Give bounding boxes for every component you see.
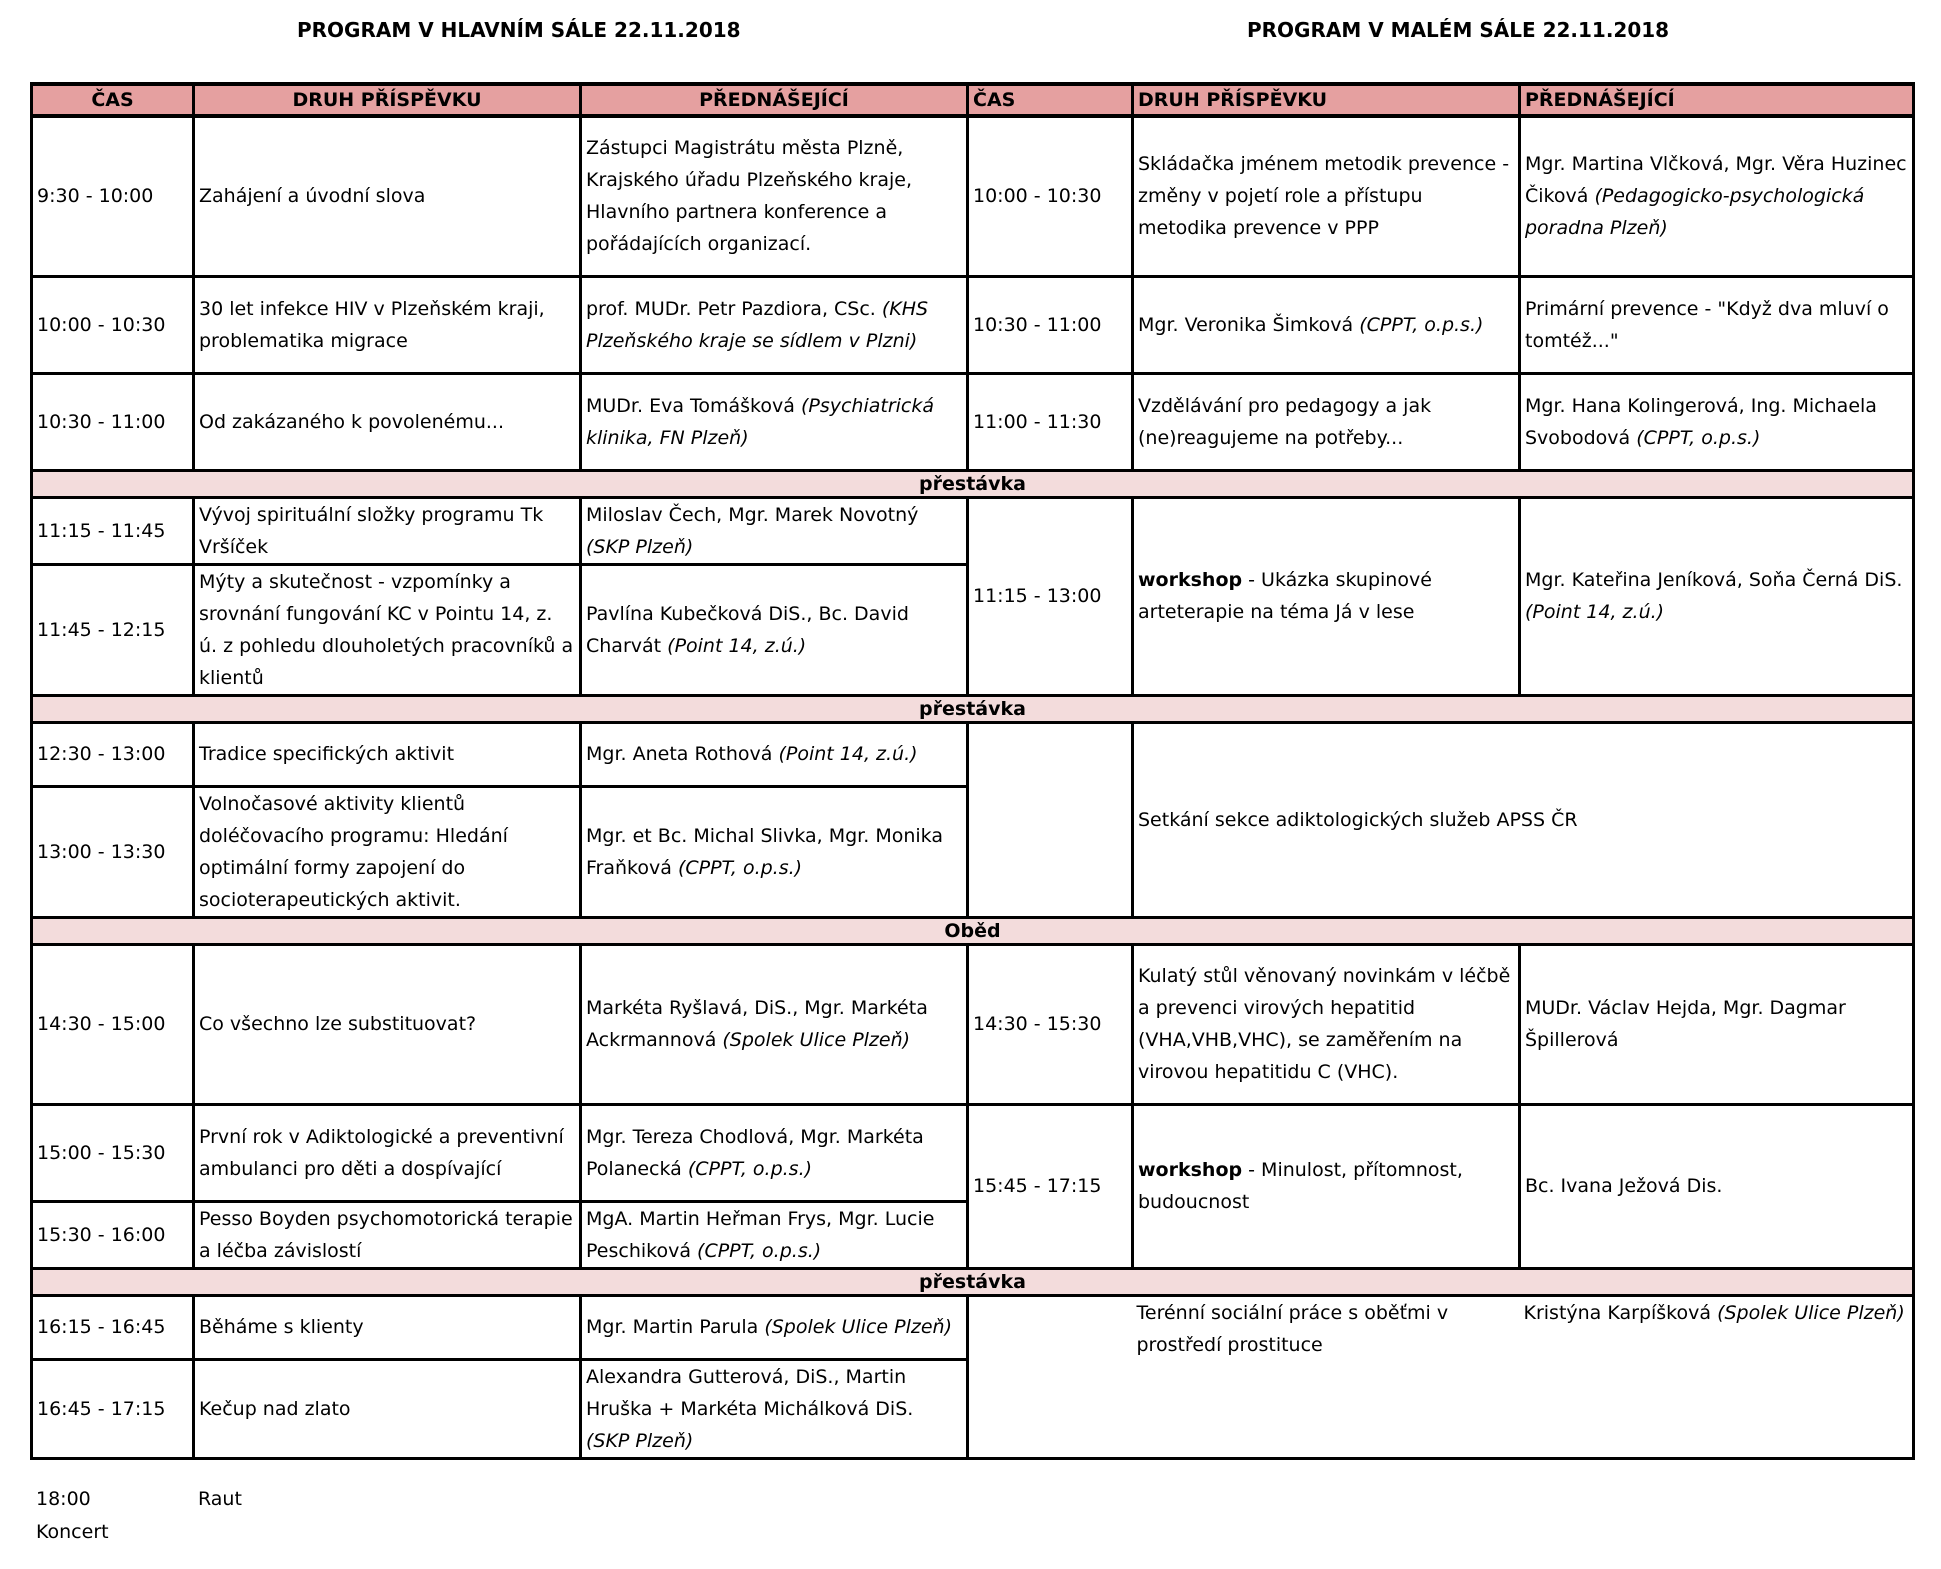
speaker-org: (SKP Plzeň) — [586, 535, 694, 558]
speaker-name: Mgr. Martin Parula — [586, 1316, 759, 1338]
speaker-org: (CPPT, o.p.s.) — [1636, 426, 1761, 449]
speaker-org: (KHS Plzeňského kraje se sídlem v Plzni) — [586, 297, 929, 352]
workshop-topic: - Ukázka skupinové arteterapie na téma Já v lese — [1138, 569, 1432, 623]
break-row — [32, 695, 1914, 722]
speaker-org: (Point 14, z.ú.) — [778, 743, 918, 765]
speaker-org: (Pedagogicko-psychologická poradna Plzeň) — [1525, 185, 1865, 240]
main-hall-title: PROGRAM V HLAVNÍM SÁLE 22.11.2018 — [297, 18, 741, 42]
break-label: přestávka — [32, 695, 1914, 722]
topic-cell: 30 let infekce HIV v Plzeňském kraji, problematika migrace — [194, 276, 581, 373]
table-row — [32, 722, 1914, 786]
speaker-name: Mgr. Tereza Chodlová, Mgr. Markéta Polanecká — [586, 1125, 924, 1180]
topic-cell: Zahájení a úvodní slova — [194, 116, 581, 276]
footer-koncert: Koncert — [36, 1521, 109, 1543]
workshop-topic: - Minulost, přítomnost, budoucnost — [1138, 1159, 1463, 1213]
time-cell: 11:00 - 11:30 — [968, 373, 1133, 470]
speaker-org: (Spolek Ulice Plzeň) — [1717, 1301, 1905, 1324]
speaker-cell — [581, 497, 968, 564]
table-row — [32, 276, 1914, 373]
time-cell: 16:15 - 16:45 — [32, 1295, 194, 1359]
time-cell: 11:45 - 12:15 — [32, 564, 194, 695]
speaker-cell — [1520, 373, 1914, 470]
lunch-row — [32, 917, 1914, 944]
speaker-cell — [581, 373, 968, 470]
time-cell: 9:30 - 10:00 — [32, 116, 194, 276]
topic-cell: Kečup nad zlato — [194, 1359, 581, 1458]
speaker-cell — [581, 276, 968, 373]
time-cell: 15:45 - 17:15 — [968, 1104, 1133, 1268]
table-row — [32, 944, 1914, 1104]
time-cell: 12:30 - 13:00 — [32, 722, 194, 786]
break-row — [32, 1268, 1914, 1295]
footer-raut: Raut — [198, 1488, 242, 1510]
topic-cell: Co všechno lze substituovat? — [194, 944, 581, 1104]
header-cas-small: ČAS — [968, 84, 1133, 116]
time-cell: 16:45 - 17:15 — [32, 1359, 194, 1458]
speaker-cell — [581, 1359, 968, 1458]
speaker-org: (CPPT, o.p.s.) — [697, 1239, 822, 1262]
speaker-name: Miloslav Čech, Mgr. Marek Novotný — [586, 503, 919, 526]
time-cell: 15:00 - 15:30 — [32, 1104, 194, 1201]
break-row — [32, 470, 1914, 497]
topic-cell: Setkání sekce adiktologických služeb APSS ČR — [1133, 722, 1914, 917]
table-row — [32, 116, 1914, 276]
speaker-org: (Psychiatrická klinika, FN Plzeň) — [586, 394, 935, 449]
table-row — [32, 1104, 1914, 1201]
speaker-cell — [581, 1295, 968, 1359]
speaker-name: Kristýna Karpíšková — [1523, 1301, 1712, 1324]
speaker-cell — [581, 786, 968, 917]
time-cell: 11:15 - 13:00 — [968, 497, 1133, 695]
time-cell: 10:30 - 11:00 — [32, 373, 194, 470]
speaker-name: Mgr. Veronika Šimková — [1138, 313, 1354, 336]
speaker-org: (Point 14, z.ú.) — [1525, 601, 1665, 623]
topic-cell: Pesso Boyden psychomotorická terapie a léčba závislostí — [194, 1201, 581, 1268]
topic-cell: První rok v Adiktologické a preventivní ambulanci pro děti a dospívající — [194, 1104, 581, 1201]
speaker-name: Mgr. Aneta Rothová — [586, 743, 773, 765]
speaker-org: (SKP Plzeň) — [586, 1429, 694, 1452]
speaker-name: Pavlína Kubečková DiS., Bc. David Charvát — [586, 602, 909, 657]
speaker-cell — [1520, 1295, 1914, 1458]
speaker-cell — [581, 722, 968, 786]
break-label: přestávka — [32, 1268, 1914, 1295]
speaker-cell: Primární prevence - "Když dva mluví o tomtéž..." — [1520, 276, 1914, 373]
speaker-name: Mgr. Martina Vlčková, Mgr. Věra Huzinec Čiková — [1525, 153, 1907, 208]
speaker-name: Markéta Ryšlavá, DiS., Mgr. Markéta Ackrmannová — [586, 997, 928, 1051]
speaker-org: (CPPT, o.p.s.) — [1359, 313, 1484, 336]
header-cas: ČAS — [32, 84, 194, 116]
time-cell: 14:30 - 15:30 — [968, 944, 1133, 1104]
topic-cell: Běháme s klienty — [194, 1295, 581, 1359]
speaker-name: Mgr. Kateřina Jeníková, Soňa Černá DiS. — [1525, 569, 1903, 591]
time-cell-empty — [968, 1295, 1133, 1458]
topic-cell: Tradice specifických aktivit — [194, 722, 581, 786]
table-row — [32, 1295, 1914, 1359]
topic-cell: Volnočasové aktivity klientů doléčovacího programu: Hledání optimální formy zapojení do socioterapeutických aktivit. — [194, 786, 581, 917]
workshop-label: workshop — [1138, 569, 1243, 591]
header-druh: DRUH PŘÍSPĚVKU — [194, 84, 581, 116]
speaker-name: MUDr. Eva Tomášková — [586, 394, 795, 417]
header-prednasejici-small: PŘEDNÁŠEJÍCÍ — [1520, 84, 1914, 116]
speaker-cell: MUDr. Václav Hejda, Mgr. Dagmar Špillerová — [1520, 944, 1914, 1104]
speaker-name: Mgr. et Bc. Michal Slivka, Mgr. Monika Fraňková — [586, 824, 943, 879]
time-cell: 10:00 - 10:30 — [32, 276, 194, 373]
speaker-name: Mgr. Hana Kolingerová, Ing. Michaela Svobodová — [1525, 394, 1877, 449]
topic-cell: Vývoj spirituální složky programu Tk Vršíček — [194, 497, 581, 564]
topic-cell: Skládačka jménem metodik prevence - změny v pojetí role a přístupu metodika prevence v PPP — [1133, 116, 1520, 276]
speaker-cell — [581, 1201, 968, 1268]
time-cell: 15:30 - 16:00 — [32, 1201, 194, 1268]
topic-cell: Terénní sociální práce s oběťmi v prostředí prostituce — [1133, 1295, 1520, 1458]
speaker-org: (Spolek Ulice Plzeň) — [764, 1316, 952, 1338]
time-cell: 10:00 - 10:30 — [968, 116, 1133, 276]
table-row — [32, 497, 1914, 564]
time-cell: 10:30 - 11:00 — [968, 276, 1133, 373]
time-cell: 13:00 - 13:30 — [32, 786, 194, 917]
speaker-name: prof. MUDr. Petr Pazdiora, CSc. — [586, 297, 876, 320]
topic-cell: Mýty a skutečnost - vzpomínky a srovnání fungování KC v Pointu 14, z. ú. z pohledu dlouholetých pracovníků a klientů — [194, 564, 581, 695]
footer-time: 18:00 — [36, 1488, 91, 1510]
topic-cell — [1133, 497, 1520, 695]
speaker-cell — [1520, 497, 1914, 695]
speaker-org: (Point 14, z.ú.) — [667, 634, 807, 657]
topic-cell: Kulatý stůl věnovaný novinkám v léčbě a prevenci virových hepatitid (VHA,VHB,VHC), se zaměřením na virovou hepatitidu C (VHC). — [1133, 944, 1520, 1104]
topic-cell — [1133, 276, 1520, 373]
speaker-org: (Spolek Ulice Plzeň) — [722, 1029, 911, 1051]
table-row — [32, 373, 1914, 470]
speaker-cell — [1520, 116, 1914, 276]
topic-cell: Vzdělávání pro pedagogy a jak (ne)reagujeme na potřeby... — [1133, 373, 1520, 470]
speaker-name: MgA. Martin Heřman Frys, Mgr. Lucie Peschiková — [586, 1207, 935, 1262]
topic-cell — [1133, 1104, 1520, 1268]
header-druh-small: DRUH PŘÍSPĚVKU — [1133, 84, 1520, 116]
header-prednasejici: PŘEDNÁŠEJÍCÍ — [581, 84, 968, 116]
break-label: přestávka — [32, 470, 1914, 497]
speaker-name: Alexandra Gutterová, DiS., Martin Hruška + Markéta Michálková DiS. — [586, 1365, 914, 1420]
time-cell-empty — [968, 722, 1133, 917]
small-hall-title: PROGRAM V MALÉM SÁLE 22.11.2018 — [1247, 18, 1670, 42]
lunch-label: Oběd — [32, 917, 1914, 944]
time-cell: 11:15 - 11:45 — [32, 497, 194, 564]
speaker-org: (CPPT, o.p.s.) — [687, 1157, 813, 1180]
header-row — [32, 84, 1914, 116]
time-cell: 14:30 - 15:00 — [32, 944, 194, 1104]
schedule-table — [30, 82, 1915, 1460]
speaker-org: (CPPT, o.p.s.) — [677, 856, 803, 879]
speaker-cell: Bc. Ivana Ježová Dis. — [1520, 1104, 1914, 1268]
speaker-cell — [581, 944, 968, 1104]
speaker-cell — [581, 564, 968, 695]
speaker-cell — [581, 1104, 968, 1201]
workshop-label: workshop — [1138, 1159, 1243, 1181]
speaker-cell: Zástupci Magistrátu města Plzně, Krajského úřadu Plzeňského kraje, Hlavního partnera konference a pořádajících organizací. — [581, 116, 968, 276]
topic-cell: Od zakázaného k povolenému... — [194, 373, 581, 470]
